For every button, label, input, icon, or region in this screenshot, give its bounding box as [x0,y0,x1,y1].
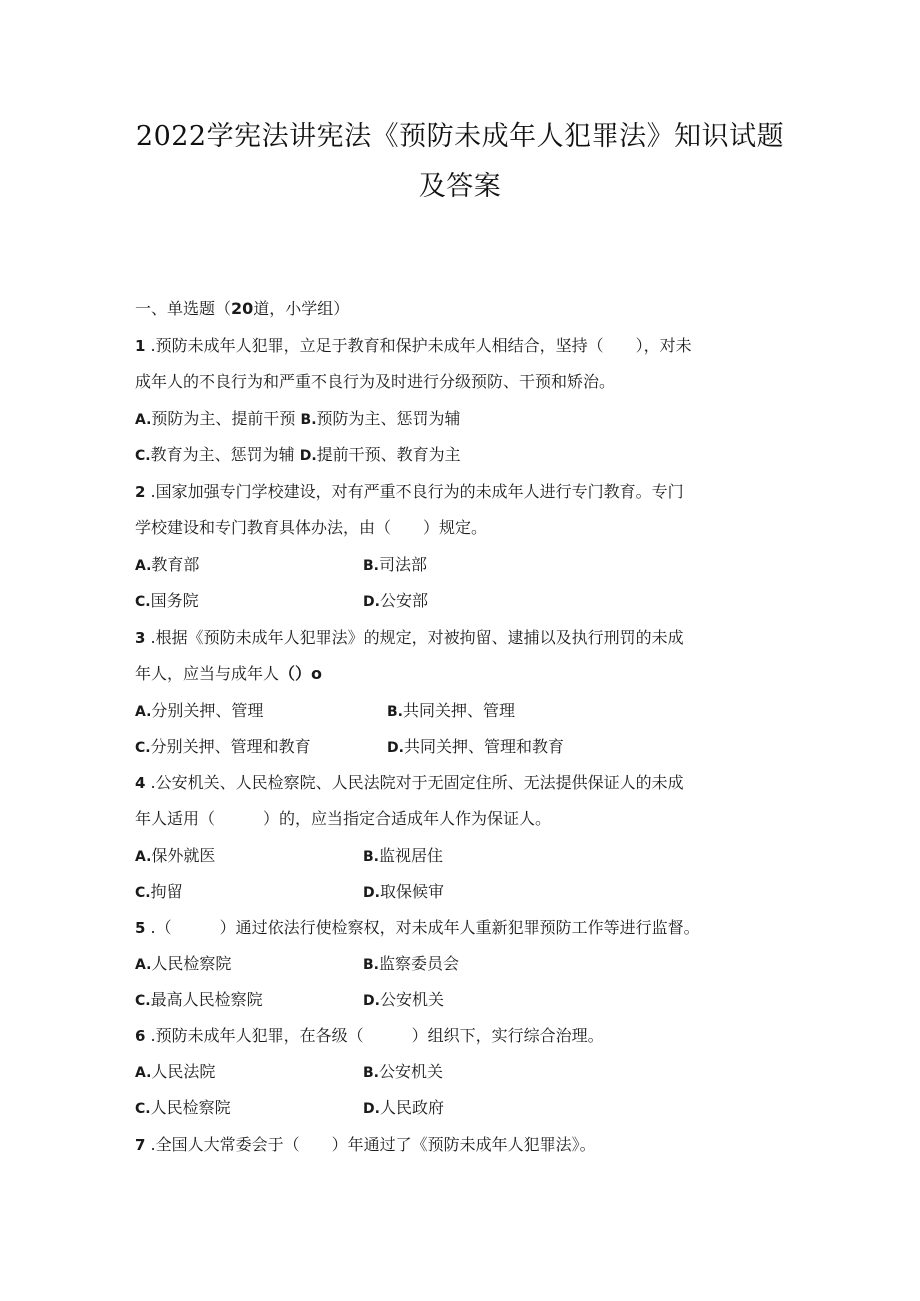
option-letter-a: A. [135,704,152,720]
option-a: 教育部 [151,555,200,574]
option-letter-a: A. [135,412,152,428]
question-5-option-a [135,953,231,976]
option-c: 教育为主、惩罚为辅 [150,445,295,464]
option-letter-b: B. [363,558,379,574]
question-6-option-a [135,1061,215,1084]
question-4-option-a [135,845,215,868]
question-text: .预防未成年人犯罪，立足于教育和保护未成年人相结合，坚持（ ），对未 [145,336,692,355]
option-b: 司法部 [379,555,428,574]
option-d: 公安部 [379,591,428,610]
question-1-options-ab [135,408,461,431]
question-2-option-b [363,554,427,577]
question-2-option-a [135,554,199,577]
question-3-option-a [135,700,263,723]
option-letter-b: B. [363,1065,379,1081]
question-1-line2: 成年人的不良行为和严重不良行为及时进行分级预防、干预和矫治。 [135,372,616,391]
option-c: 国务院 [150,591,199,610]
option-a: 人民检察院 [151,954,232,973]
question-6-option-c [135,1097,231,1120]
option-d: 取保候审 [379,882,444,901]
question-text: 年人，应当与成年人 [135,664,280,683]
option-letter-b: B. [300,412,317,428]
question-text: .公安机关、人民检察院、人民法院对于无固定住所、无法提供保证人的未成 [145,773,684,792]
question-6-option-b [363,1061,443,1084]
option-letter-b: B. [363,957,379,973]
option-a: 预防为主、提前干预 [151,409,296,428]
question-3-line1 [135,627,684,649]
question-6-option-d [363,1097,444,1120]
option-letter-b: B. [363,849,379,865]
question-2-option-d [363,590,428,613]
option-letter-a: A. [135,849,152,865]
question-number: 5 [135,919,146,937]
option-letter-b: B. [387,704,403,720]
question-number: 2 [135,483,146,501]
option-a: 人民法院 [151,1062,216,1081]
option-letter-c: C. [135,1101,151,1117]
question-3-option-c [135,736,311,759]
option-letter-c: C. [135,740,151,756]
question-5-option-d [363,989,444,1012]
question-3-option-b [387,700,515,723]
question-text: .根据《预防未成年人犯罪法》的规定，对被拘留、逮捕以及执行刑罚的未成 [145,628,684,647]
option-b: 监察委员会 [379,954,460,973]
option-d: 共同关押、管理和教育 [403,737,564,756]
option-c: 人民检察院 [150,1098,231,1117]
question-text: .预防未成年人犯罪，在各级（ ）组织下，实行综合治理。 [145,1026,604,1045]
option-b: 共同关押、管理 [403,701,516,720]
option-a: 分别关押、管理 [151,701,264,720]
document-title-line2: 及答案 [418,171,502,202]
option-d: 提前干预、教育为主 [316,445,461,464]
question-number: 1 [135,337,146,355]
option-b: 预防为主、惩罚为辅 [316,409,461,428]
question-4-option-d [363,881,444,904]
option-d: 人民政府 [379,1098,444,1117]
option-letter-c: C. [135,594,151,610]
question-7-line1 [135,1134,596,1156]
question-text: .（ ）通过依法行使检察权，对未成年人重新犯罪预防工作等进行监督。 [145,918,700,937]
question-5-option-c [135,989,263,1012]
section-heading [135,298,349,320]
option-c: 最高人民检察院 [150,990,263,1009]
document-title-line1: 2022学宪法讲宪法《预防未成年人犯罪法》知识试题 [135,121,785,152]
option-letter-a: A. [135,1065,152,1081]
question-6-line1 [135,1025,604,1047]
question-2-line1 [135,481,684,503]
option-d: 公安机关 [379,990,444,1009]
question-blank: （）o [279,664,323,683]
question-4-line2: 年人适用（ ）的，应当指定合适成年人作为保证人。 [135,809,552,828]
option-letter-d: D. [299,448,317,464]
question-4-option-c [135,881,183,904]
question-3-line2 [135,663,322,685]
option-letter-a: A. [135,957,152,973]
question-number: 3 [135,629,146,647]
section-heading-count: 20 [231,299,254,318]
option-letter-d: D. [363,885,380,901]
section-heading-suffix: 道，小学组） [253,299,350,318]
question-1-line1 [135,335,692,357]
question-3-option-d [387,736,564,759]
question-2-line2: 学校建设和专门教育具体办法，由（ ）规定。 [135,518,488,537]
question-5-line1 [135,917,700,939]
question-2-option-c [135,590,199,613]
section-heading-prefix: 一、单选题（ [135,299,232,318]
option-letter-d: D. [363,1101,380,1117]
option-letter-d: D. [387,740,404,756]
option-c: 分别关押、管理和教育 [150,737,311,756]
question-text: .全国人大常委会于（ ）年通过了《预防未成年人犯罪法》。 [145,1135,596,1154]
question-4-option-b [363,845,443,868]
option-letter-d: D. [363,594,380,610]
option-letter-c: C. [135,993,151,1009]
option-b: 公安机关 [379,1062,444,1081]
option-b: 监视居住 [379,846,444,865]
option-letter-d: D. [363,993,380,1009]
question-number: 7 [135,1136,146,1154]
option-c: 拘留 [150,882,183,901]
option-letter-c: C. [135,448,151,464]
question-4-line1 [135,772,684,794]
option-letter-a: A. [135,558,152,574]
question-number: 4 [135,774,146,792]
question-number: 6 [135,1027,146,1045]
question-5-option-b [363,953,459,976]
option-letter-c: C. [135,885,151,901]
question-1-options-cd [135,444,461,467]
question-text: .国家加强专门学校建设，对有严重不良行为的未成年人进行专门教育。专门 [145,482,684,501]
option-a: 保外就医 [151,846,216,865]
